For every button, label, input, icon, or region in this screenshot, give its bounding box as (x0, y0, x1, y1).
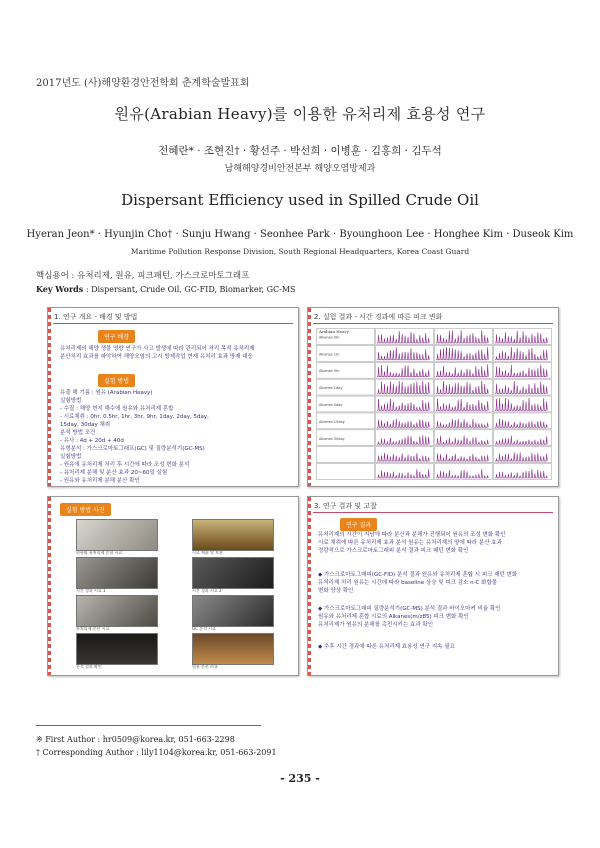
discussion-para-3 (318, 605, 501, 629)
experiment-photo (192, 633, 274, 665)
keywords-ko-label: 핵심용어 : (36, 271, 75, 281)
method-text (60, 389, 209, 485)
authors-ko: 전혜란* · 조현진† · 황선주 · 박선희 · 이병훈 · 김홍희 · 김두석 (158, 145, 442, 157)
handwritten-line: 시료 채취에 따른 유처리제 효과 분석 원유는 유처리제의 양에 따라 분산 효과 (318, 540, 502, 546)
row-label: Alkanes 30day (319, 436, 345, 441)
handwritten-line: ◆ 추후 시간 경과에 따른 유처리제 효용성 연구 지속 필요 (318, 644, 455, 650)
handwritten-line: 유처리제의 시간이 지남에 따라 분산과 분해가 진행되어 원유의 조성 변화 확인 (318, 532, 506, 538)
row-label: Alkanes 0hr (319, 335, 340, 340)
keywords-en-label: Key Words (36, 284, 84, 294)
handwritten-line: - 원유에 유처리제 처리 후 시간에 따라 조성 변화 분석 (60, 462, 190, 468)
section-tag: 실험 방법 사진 (60, 503, 111, 516)
affiliation-ko: 남해해양경비안전본부 해양오염방제과 (224, 164, 376, 174)
row-label: Alkanes 5day (319, 403, 343, 407)
photo-caption: 분석 결과 확인 (76, 664, 102, 669)
experiment-photo (192, 557, 274, 589)
keywords-ko-values: 유처리제, 원유, 피크패턴, 가스크로마토그래프 (77, 271, 250, 281)
panel-photos (47, 496, 299, 676)
column-label: Arabian Heavy (319, 329, 350, 334)
handwritten-line: 원유와 유처리제 혼합 시료의 Alkanes(m/z85) 피크 변화 확인 (318, 614, 469, 620)
page-number: - 235 - (280, 772, 320, 785)
handwritten-line: ◆ 가스크로마토그래피 질량분석기(GC-MS) 분석 결과 바이오마커 비율 확인 (318, 606, 501, 612)
row-label: Alkanes 1hr (319, 352, 340, 357)
handwritten-line: - 유처리제 분해 및 분산 효과 20~60일 실험 (60, 470, 168, 476)
handwritten-line: 실험방법 (60, 398, 82, 404)
handwritten-line: 유형분석 : 가스크로마토그래프(GC) 및 질량분석기(GC-MS) (60, 446, 205, 452)
experiment-photo (192, 595, 274, 627)
paper-title-ko: 원유(Arabian Heavy)를 이용한 유처리제 효용성 연구 (114, 105, 486, 123)
experiment-photo (192, 519, 274, 551)
section-tag: 연구 배경 (98, 330, 135, 343)
experiment-photo (76, 557, 158, 589)
handwritten-line: 정량적으로 가스크로마토그래피 분석 결과 피크 패턴 변화 확인 (318, 548, 469, 554)
experiment-photo (76, 595, 158, 627)
panel-title-rule (313, 323, 553, 324)
experiment-photo (76, 633, 158, 665)
panel-border-decoration (48, 497, 51, 675)
row-label: Alkanes 1day (319, 386, 343, 391)
handwritten-line: 유출 해 기름 : 원유 (Arabian Heavy) (60, 390, 153, 396)
panel-discussion (307, 496, 559, 676)
chromatogram-svg (316, 328, 552, 480)
row-label: Alkanes 3hr (319, 369, 340, 374)
handwritten-line: 유처리제 처리 원유는 시간에 따라 baseline 상승 및 피크 감소 n-C 화합물 (318, 580, 498, 586)
photo-grid (58, 519, 290, 671)
keywords-ko (36, 269, 249, 281)
panel-results-peaks (307, 307, 559, 487)
affiliation-en: Maritime Pollution Response Division, South Regional Headquarters, Korea Coast Guard (130, 247, 470, 256)
handwritten-line: 15day, 30day 채취 (60, 422, 111, 428)
panel-title: 1. 연구 개요 - 배경 및 방법 (54, 313, 138, 321)
panel-border-decoration (48, 308, 51, 486)
discussion-para-2 (318, 571, 517, 595)
photo-caption: 원유와 유처리제 혼합 시료 (76, 550, 123, 555)
background-text (60, 345, 255, 361)
handwritten-line: 분산처리 효과를 파악하여 해양오염의 고시 방제작업 현재 유처리 효과 방제 대응 (60, 354, 253, 360)
chromatogram-cell (317, 447, 375, 463)
handwritten-line: 분석 방법 조건 (60, 430, 96, 436)
experiment-photo (76, 519, 158, 551)
handwritten-line: - 수질 : 해양 현지 해수에 원유와 유처리제 혼합 (60, 406, 174, 412)
panel-border-decoration (308, 497, 311, 675)
panel-title-rule (313, 512, 553, 513)
handwritten-line: ◆ 가스크로마토그래피(GC-FID) 분석 결과 원유와 유처리제 혼합 시 피크 패턴 변화 (318, 572, 518, 578)
photo-caption: 유처리제 분산 시료 (76, 626, 110, 631)
keywords-en-values: : Dispersant, Crude Oil, GC-FID, Biomarker, GC-MS (85, 285, 296, 294)
handwritten-line: 변화 양상 확인 (318, 588, 354, 594)
handwritten-line: 유처리제가 원유의 분해를 촉진시키는 효과 확인 (318, 622, 434, 628)
paper-title-en: Dispersant Efficiency used in Spilled Crude Oil (121, 191, 479, 209)
chromatogram-grid (316, 328, 552, 480)
row-label: Alkanes 15day (319, 419, 345, 424)
photo-caption: 시간 경과 시료 1 (76, 588, 106, 593)
section-tag: 연구 결과 (340, 518, 377, 531)
footnote-first-author: ※ First Author : hr0509@korea.kr, 051-663-2298 (36, 735, 235, 744)
handwritten-line: - 원유와 유처리제 분해 분산 확인 (60, 478, 140, 484)
panel-title: 2. 실험 결과 - 시간 경과에 따른 피크 변화 (314, 313, 443, 321)
photo-caption: GC 분석 시료 (192, 626, 216, 631)
photo-caption: 시간 경과 시료 2 (192, 588, 222, 593)
footnote-corresponding-author: † Corresponding Author : lily1104@korea.kr, 051-663-2091 (36, 748, 277, 757)
keywords-en (36, 284, 295, 294)
chromatogram-cell (317, 464, 375, 480)
handwritten-line: 실험방법 (60, 454, 82, 460)
panel-title-rule (53, 323, 293, 324)
handwritten-line: - 유사 : 4d + 20d + 40d (60, 438, 124, 444)
authors-en: Hyeran Jeon* · Hyunjin Cho† · Sunju Hwang · Seonhee Park · Byounghoon Lee · Honghee Kim · Duseok Kim (26, 229, 574, 240)
panel-title: 3. 연구 결과 및 고찰 (314, 502, 377, 510)
footnote-divider (36, 725, 261, 726)
panel-border-decoration (308, 308, 311, 486)
handwritten-line: 유처리제의 해양 생물 영향 연구가 사고 발생에 따라 관리되어 처리 목적 유처리제 (60, 346, 255, 352)
discussion-para-1 (318, 531, 506, 555)
photo-caption: 시료 채취 및 보관 (192, 550, 223, 555)
section-tag: 실험 방법 (98, 374, 135, 387)
photo-caption: 원유 분산 비교 (192, 664, 218, 669)
panel-background-method (47, 307, 299, 487)
discussion-para-4 (318, 643, 455, 651)
conference-header: 2017년도 (사)해양환경안전학회 춘계학술발표회 (36, 78, 250, 89)
handwritten-line: - 시료채취 : 0hr, 0.5hr, 1hr, 3hr, 9hr, 1day, 2day, 5day, (60, 414, 209, 420)
